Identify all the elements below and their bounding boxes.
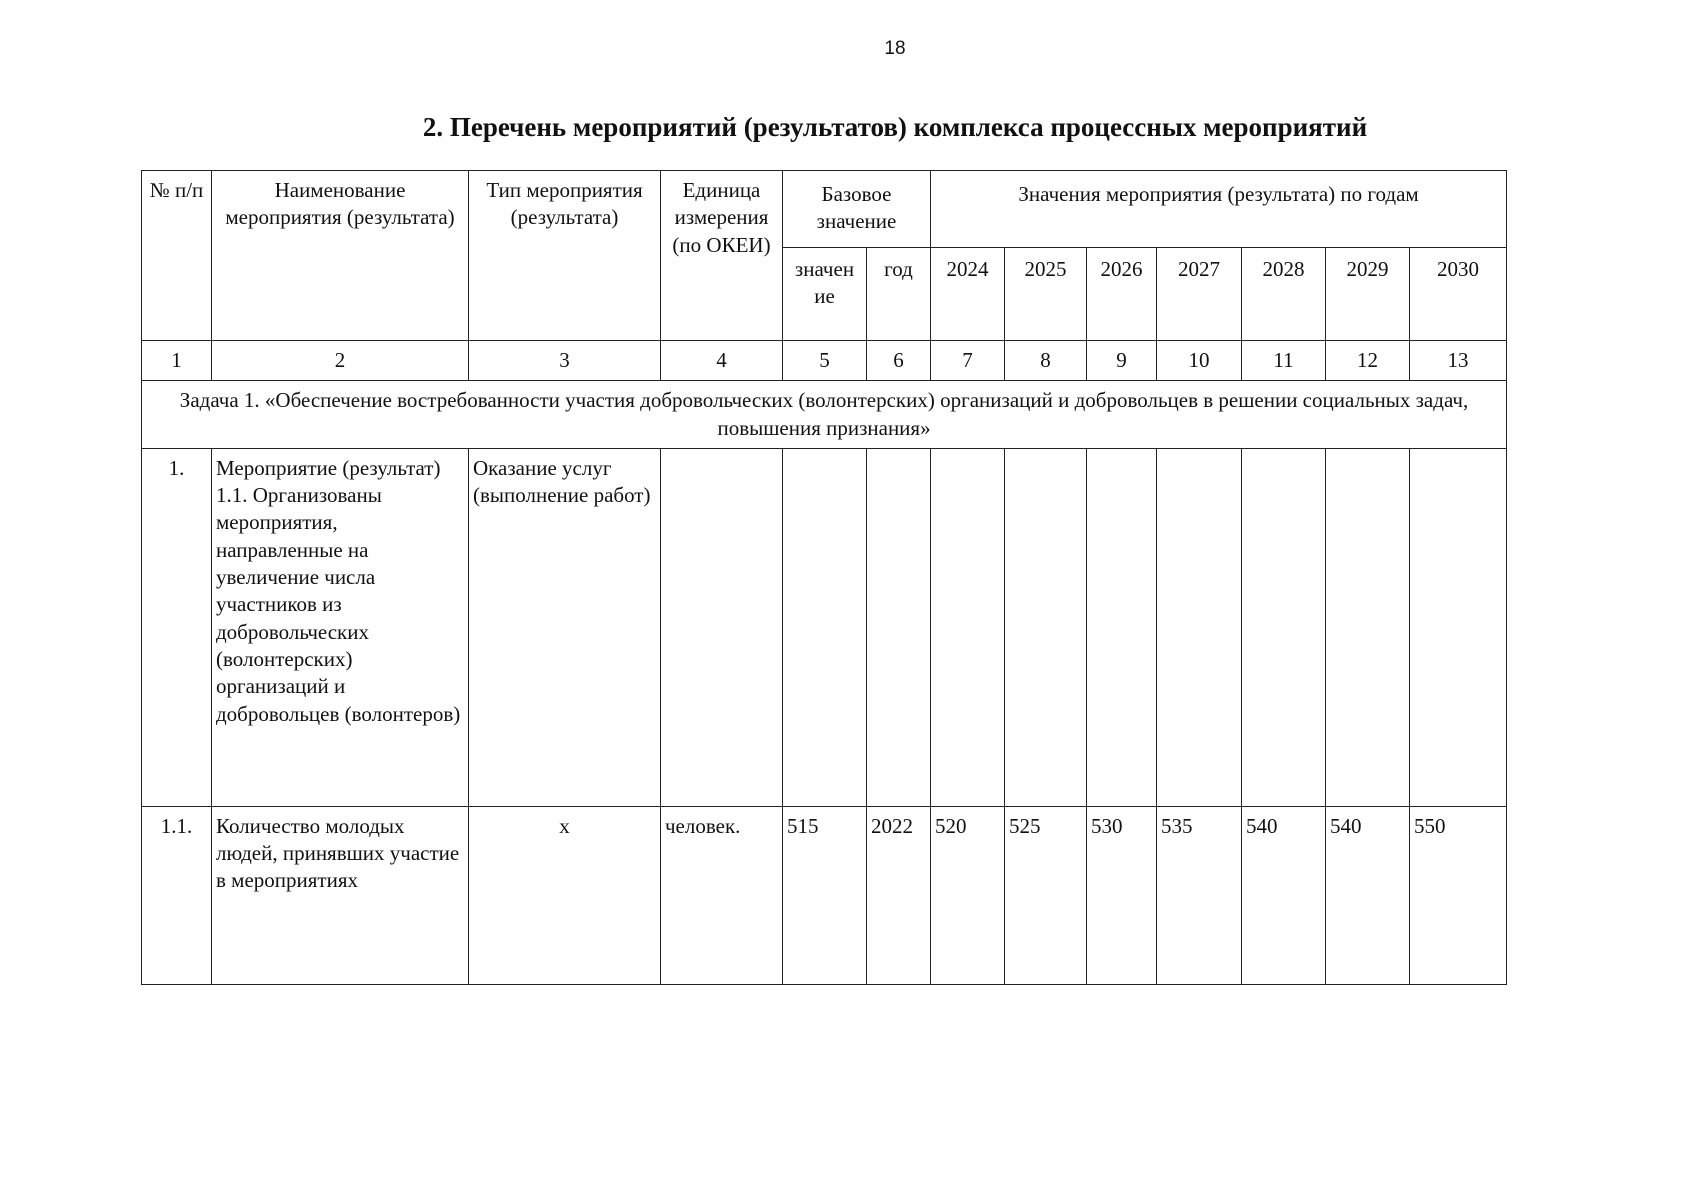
- column-number: 3: [469, 341, 661, 381]
- header-year: 2029: [1326, 248, 1410, 341]
- header-row-1: [142, 171, 1507, 248]
- header-year: 2028: [1242, 248, 1326, 341]
- column-number: 6: [867, 341, 931, 381]
- header-unit: Единица измерения (по ОКЕИ): [661, 171, 783, 341]
- row-name: Количество молодых людей, принявших участие в мероприятиях: [212, 806, 469, 984]
- row-unit: [661, 448, 783, 806]
- row-base-year: 2022: [867, 806, 931, 984]
- column-number: 10: [1157, 341, 1242, 381]
- task-text: Задача 1. «Обеспечение востребованности участия добровольческих (волонтерских) организаций и добровольцев в решении социальных задач, повышения признания»: [142, 381, 1507, 449]
- column-number: 9: [1087, 341, 1157, 381]
- header-year: 2027: [1157, 248, 1242, 341]
- row-base-year: [867, 448, 931, 806]
- header-type: Тип мероприятия (результата): [469, 171, 661, 341]
- row-num: 1.1.: [142, 806, 212, 984]
- row-base-value: 515: [783, 806, 867, 984]
- header-year: 2030: [1410, 248, 1507, 341]
- header-base-value: значен ие: [783, 248, 867, 341]
- header-years-title: Значения мероприятия (результата) по годам: [931, 171, 1507, 248]
- row-value: 530: [1087, 806, 1157, 984]
- column-number: 1: [142, 341, 212, 381]
- column-number: 12: [1326, 341, 1410, 381]
- header-year: 2025: [1005, 248, 1087, 341]
- header-base: Базовое значение: [783, 171, 931, 248]
- row-num: 1.: [142, 448, 212, 806]
- header-year: 2026: [1087, 248, 1157, 341]
- row-value: 525: [1005, 806, 1087, 984]
- row-value: [1087, 448, 1157, 806]
- row-value: 540: [1326, 806, 1410, 984]
- column-number: 13: [1410, 341, 1507, 381]
- row-value: [1157, 448, 1242, 806]
- row-name: Мероприятие (результат) 1.1. Организованы мероприятия, направленные на увеличение числа участников из добровольческих (волонтерских) организаций и добровольцев (волонтеров): [212, 448, 469, 806]
- row-value: 540: [1242, 806, 1326, 984]
- column-number: 7: [931, 341, 1005, 381]
- row-value: [1326, 448, 1410, 806]
- row-value: 520: [931, 806, 1005, 984]
- header-num: № п/п: [142, 171, 212, 341]
- column-number: 5: [783, 341, 867, 381]
- activities-table: [141, 170, 1507, 985]
- row-base-value: [783, 448, 867, 806]
- column-number: 2: [212, 341, 469, 381]
- column-numbers-row: [142, 341, 1507, 381]
- column-number: 8: [1005, 341, 1087, 381]
- column-number: 4: [661, 341, 783, 381]
- page-title: 2. Перечень мероприятий (результатов) комплекса процессных мероприятий: [422, 112, 1368, 142]
- table-row: [142, 448, 1507, 806]
- row-value: [1005, 448, 1087, 806]
- header-base-year: год: [867, 248, 931, 341]
- row-value: 535: [1157, 806, 1242, 984]
- page-number: 18: [884, 38, 906, 59]
- row-type: Оказание услуг (выполнение работ): [469, 448, 661, 806]
- row-unit: человек.: [661, 806, 783, 984]
- row-type: х: [469, 806, 661, 984]
- header-year: 2024: [931, 248, 1005, 341]
- task-row: [142, 381, 1507, 449]
- row-value: [1242, 448, 1326, 806]
- row-value: [931, 448, 1005, 806]
- header-name: Наименование мероприятия (результата): [212, 171, 469, 341]
- column-number: 11: [1242, 341, 1326, 381]
- row-value: [1410, 448, 1507, 806]
- row-value: 550: [1410, 806, 1507, 984]
- table-row: [142, 806, 1507, 984]
